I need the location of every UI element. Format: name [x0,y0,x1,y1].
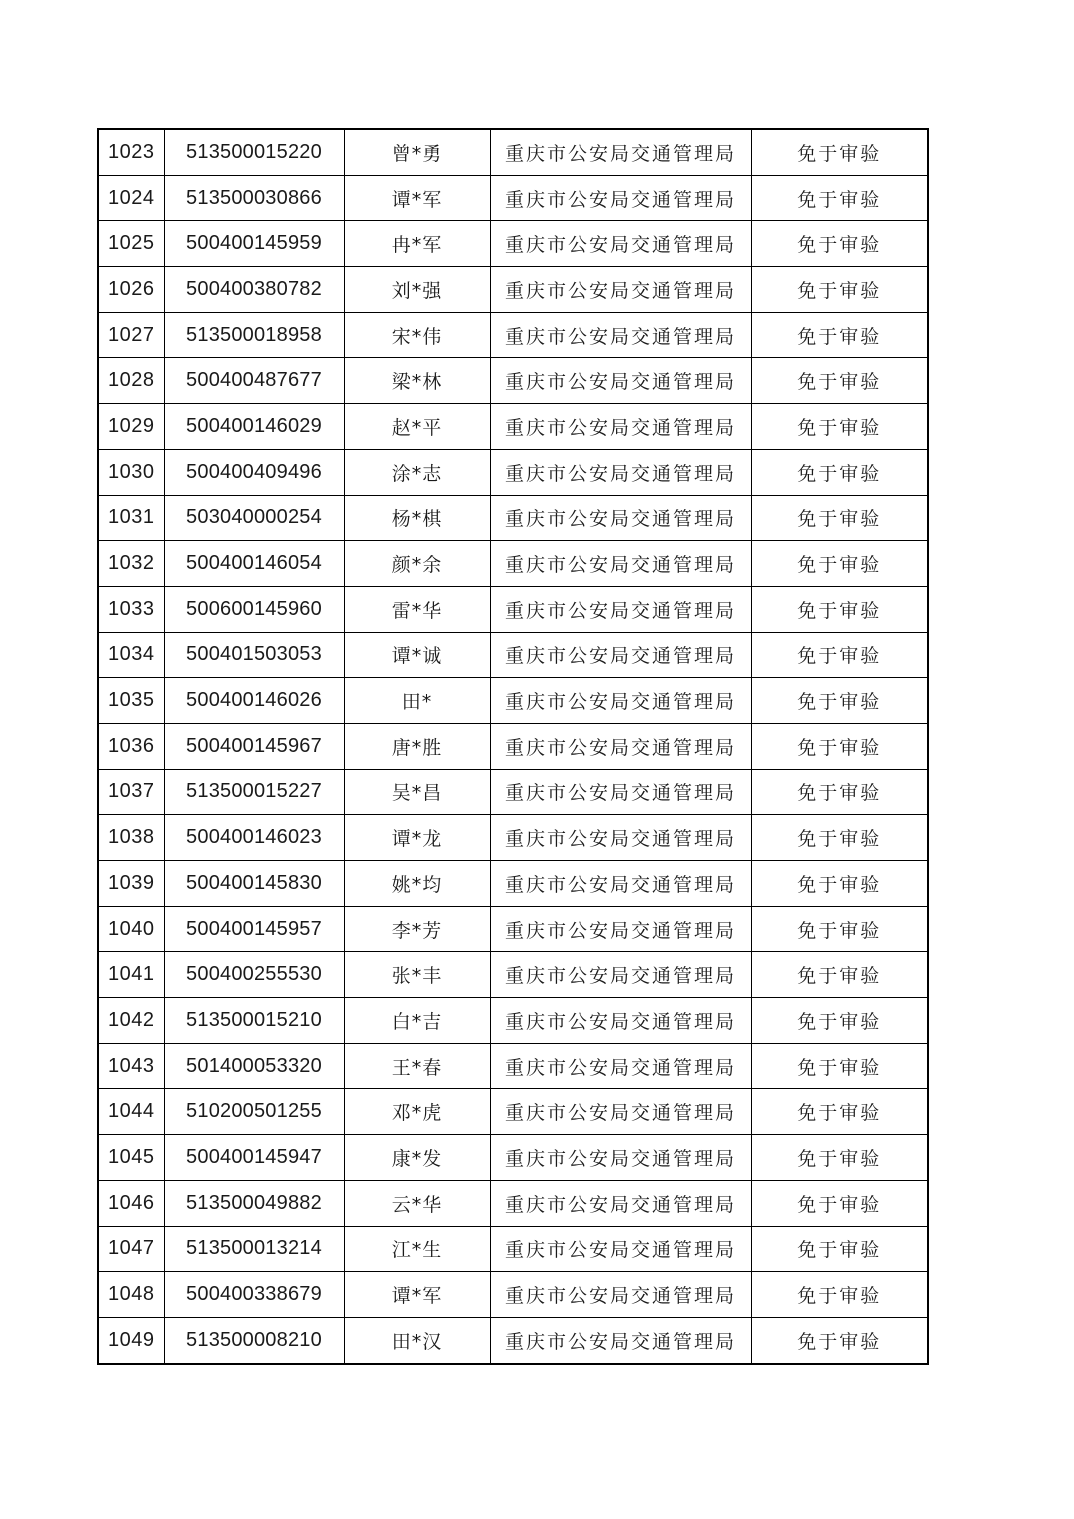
person-name-cell: 姚*均 [344,861,490,907]
sequence-cell: 1040 [98,906,164,952]
review-status-cell: 免于审验 [751,1317,928,1363]
person-name-cell: 唐*胜 [344,723,490,769]
sequence-cell: 1025 [98,221,164,267]
table-row [98,861,928,907]
review-status-cell: 免于审验 [751,129,928,175]
record-number-cell: 500400146026 [164,678,344,724]
issuing-authority-cell: 重庆市公安局交通管理局 [490,1272,751,1318]
person-name-cell: 白*吉 [344,998,490,1044]
table-row [98,1089,928,1135]
record-number-cell: 501400053320 [164,1043,344,1089]
sequence-cell: 1035 [98,678,164,724]
sequence-cell: 1031 [98,495,164,541]
record-number-cell: 513500015220 [164,129,344,175]
issuing-authority-cell: 重庆市公安局交通管理局 [490,312,751,358]
sequence-cell: 1045 [98,1135,164,1181]
table-row [98,495,928,541]
record-number-cell: 513500008210 [164,1317,344,1363]
review-status-cell: 免于审验 [751,1180,928,1226]
review-status-cell: 免于审验 [751,632,928,678]
person-name-cell: 张*丰 [344,952,490,998]
issuing-authority-cell: 重庆市公安局交通管理局 [490,678,751,724]
review-status-cell: 免于审验 [751,998,928,1044]
issuing-authority-cell: 重庆市公安局交通管理局 [490,1317,751,1363]
record-number-cell: 500401503053 [164,632,344,678]
record-number-cell: 513500015227 [164,769,344,815]
issuing-authority-cell: 重庆市公安局交通管理局 [490,586,751,632]
sequence-cell: 1046 [98,1180,164,1226]
table-row [98,267,928,313]
record-number-cell: 500400409496 [164,449,344,495]
sequence-cell: 1043 [98,1043,164,1089]
review-status-cell: 免于审验 [751,815,928,861]
table-row [98,221,928,267]
sequence-cell: 1039 [98,861,164,907]
review-status-cell: 免于审验 [751,267,928,313]
record-number-cell: 500400487677 [164,358,344,404]
review-status-cell: 免于审验 [751,1135,928,1181]
table-row [98,358,928,404]
sequence-cell: 1029 [98,404,164,450]
sequence-cell: 1044 [98,1089,164,1135]
table-row [98,678,928,724]
review-status-cell: 免于审验 [751,1272,928,1318]
table-row [98,175,928,221]
record-number-cell: 500400146023 [164,815,344,861]
person-name-cell: 邓*虎 [344,1089,490,1135]
person-name-cell: 康*发 [344,1135,490,1181]
issuing-authority-cell: 重庆市公安局交通管理局 [490,1135,751,1181]
table-row [98,1043,928,1089]
record-number-cell: 500400146029 [164,404,344,450]
record-number-cell: 510200501255 [164,1089,344,1135]
person-name-cell: 冉*军 [344,221,490,267]
issuing-authority-cell: 重庆市公安局交通管理局 [490,1226,751,1272]
person-name-cell: 谭*军 [344,1272,490,1318]
review-status-cell: 免于审验 [751,952,928,998]
table-row [98,723,928,769]
review-status-cell: 免于审验 [751,769,928,815]
records-table [97,128,929,1365]
review-status-cell: 免于审验 [751,861,928,907]
issuing-authority-cell: 重庆市公安局交通管理局 [490,495,751,541]
person-name-cell: 田* [344,678,490,724]
record-number-cell: 503040000254 [164,495,344,541]
record-number-cell: 500400145959 [164,221,344,267]
sequence-cell: 1041 [98,952,164,998]
sequence-cell: 1049 [98,1317,164,1363]
review-status-cell: 免于审验 [751,1226,928,1272]
issuing-authority-cell: 重庆市公安局交通管理局 [490,998,751,1044]
table-row [98,1317,928,1363]
record-number-cell: 513500015210 [164,998,344,1044]
person-name-cell: 曾*勇 [344,129,490,175]
record-number-cell: 513500013214 [164,1226,344,1272]
table-row [98,449,928,495]
issuing-authority-cell: 重庆市公安局交通管理局 [490,1043,751,1089]
review-status-cell: 免于审验 [751,723,928,769]
review-status-cell: 免于审验 [751,404,928,450]
issuing-authority-cell: 重庆市公安局交通管理局 [490,129,751,175]
person-name-cell: 梁*林 [344,358,490,404]
table-row [98,1135,928,1181]
table-row [98,541,928,587]
record-number-cell: 500400145967 [164,723,344,769]
person-name-cell: 赵*平 [344,404,490,450]
person-name-cell: 颜*余 [344,541,490,587]
issuing-authority-cell: 重庆市公安局交通管理局 [490,952,751,998]
review-status-cell: 免于审验 [751,358,928,404]
table-row [98,586,928,632]
review-status-cell: 免于审验 [751,312,928,358]
sequence-cell: 1042 [98,998,164,1044]
review-status-cell: 免于审验 [751,449,928,495]
person-name-cell: 雷*华 [344,586,490,632]
record-number-cell: 500400255530 [164,952,344,998]
record-number-cell: 500400338679 [164,1272,344,1318]
person-name-cell: 谭*军 [344,175,490,221]
sequence-cell: 1036 [98,723,164,769]
sequence-cell: 1038 [98,815,164,861]
record-number-cell: 500400146054 [164,541,344,587]
review-status-cell: 免于审验 [751,495,928,541]
issuing-authority-cell: 重庆市公安局交通管理局 [490,404,751,450]
table-row [98,404,928,450]
person-name-cell: 王*春 [344,1043,490,1089]
sequence-cell: 1032 [98,541,164,587]
issuing-authority-cell: 重庆市公安局交通管理局 [490,541,751,587]
person-name-cell: 李*芳 [344,906,490,952]
sequence-cell: 1030 [98,449,164,495]
table-row [98,1226,928,1272]
record-number-cell: 500400145830 [164,861,344,907]
issuing-authority-cell: 重庆市公安局交通管理局 [490,815,751,861]
review-status-cell: 免于审验 [751,1089,928,1135]
person-name-cell: 杨*棋 [344,495,490,541]
sequence-cell: 1033 [98,586,164,632]
record-number-cell: 513500030866 [164,175,344,221]
issuing-authority-cell: 重庆市公安局交通管理局 [490,723,751,769]
sequence-cell: 1023 [98,129,164,175]
person-name-cell: 宋*伟 [344,312,490,358]
sequence-cell: 1024 [98,175,164,221]
record-number-cell: 513500049882 [164,1180,344,1226]
record-number-cell: 500400380782 [164,267,344,313]
table-row [98,769,928,815]
sequence-cell: 1028 [98,358,164,404]
review-status-cell: 免于审验 [751,1043,928,1089]
records-table-body [98,129,928,1364]
issuing-authority-cell: 重庆市公安局交通管理局 [490,906,751,952]
table-row [98,632,928,678]
table-row [98,952,928,998]
issuing-authority-cell: 重庆市公安局交通管理局 [490,861,751,907]
table-row [98,312,928,358]
sequence-cell: 1048 [98,1272,164,1318]
review-status-cell: 免于审验 [751,906,928,952]
issuing-authority-cell: 重庆市公安局交通管理局 [490,358,751,404]
review-status-cell: 免于审验 [751,678,928,724]
issuing-authority-cell: 重庆市公安局交通管理局 [490,267,751,313]
table-row [98,1272,928,1318]
person-name-cell: 刘*强 [344,267,490,313]
review-status-cell: 免于审验 [751,175,928,221]
table-row [98,815,928,861]
issuing-authority-cell: 重庆市公安局交通管理局 [490,632,751,678]
issuing-authority-cell: 重庆市公安局交通管理局 [490,175,751,221]
issuing-authority-cell: 重庆市公安局交通管理局 [490,769,751,815]
person-name-cell: 谭*诚 [344,632,490,678]
sequence-cell: 1034 [98,632,164,678]
person-name-cell: 田*汉 [344,1317,490,1363]
record-number-cell: 500400145947 [164,1135,344,1181]
person-name-cell: 谭*龙 [344,815,490,861]
person-name-cell: 涂*志 [344,449,490,495]
record-number-cell: 513500018958 [164,312,344,358]
issuing-authority-cell: 重庆市公安局交通管理局 [490,1180,751,1226]
table-row [98,906,928,952]
issuing-authority-cell: 重庆市公安局交通管理局 [490,221,751,267]
person-name-cell: 江*生 [344,1226,490,1272]
record-number-cell: 500600145960 [164,586,344,632]
table-row [98,998,928,1044]
table-row [98,129,928,175]
record-number-cell: 500400145957 [164,906,344,952]
person-name-cell: 吴*昌 [344,769,490,815]
sequence-cell: 1026 [98,267,164,313]
review-status-cell: 免于审验 [751,221,928,267]
sequence-cell: 1047 [98,1226,164,1272]
sequence-cell: 1037 [98,769,164,815]
issuing-authority-cell: 重庆市公安局交通管理局 [490,1089,751,1135]
person-name-cell: 云*华 [344,1180,490,1226]
review-status-cell: 免于审验 [751,541,928,587]
table-row [98,1180,928,1226]
issuing-authority-cell: 重庆市公安局交通管理局 [490,449,751,495]
review-status-cell: 免于审验 [751,586,928,632]
sequence-cell: 1027 [98,312,164,358]
